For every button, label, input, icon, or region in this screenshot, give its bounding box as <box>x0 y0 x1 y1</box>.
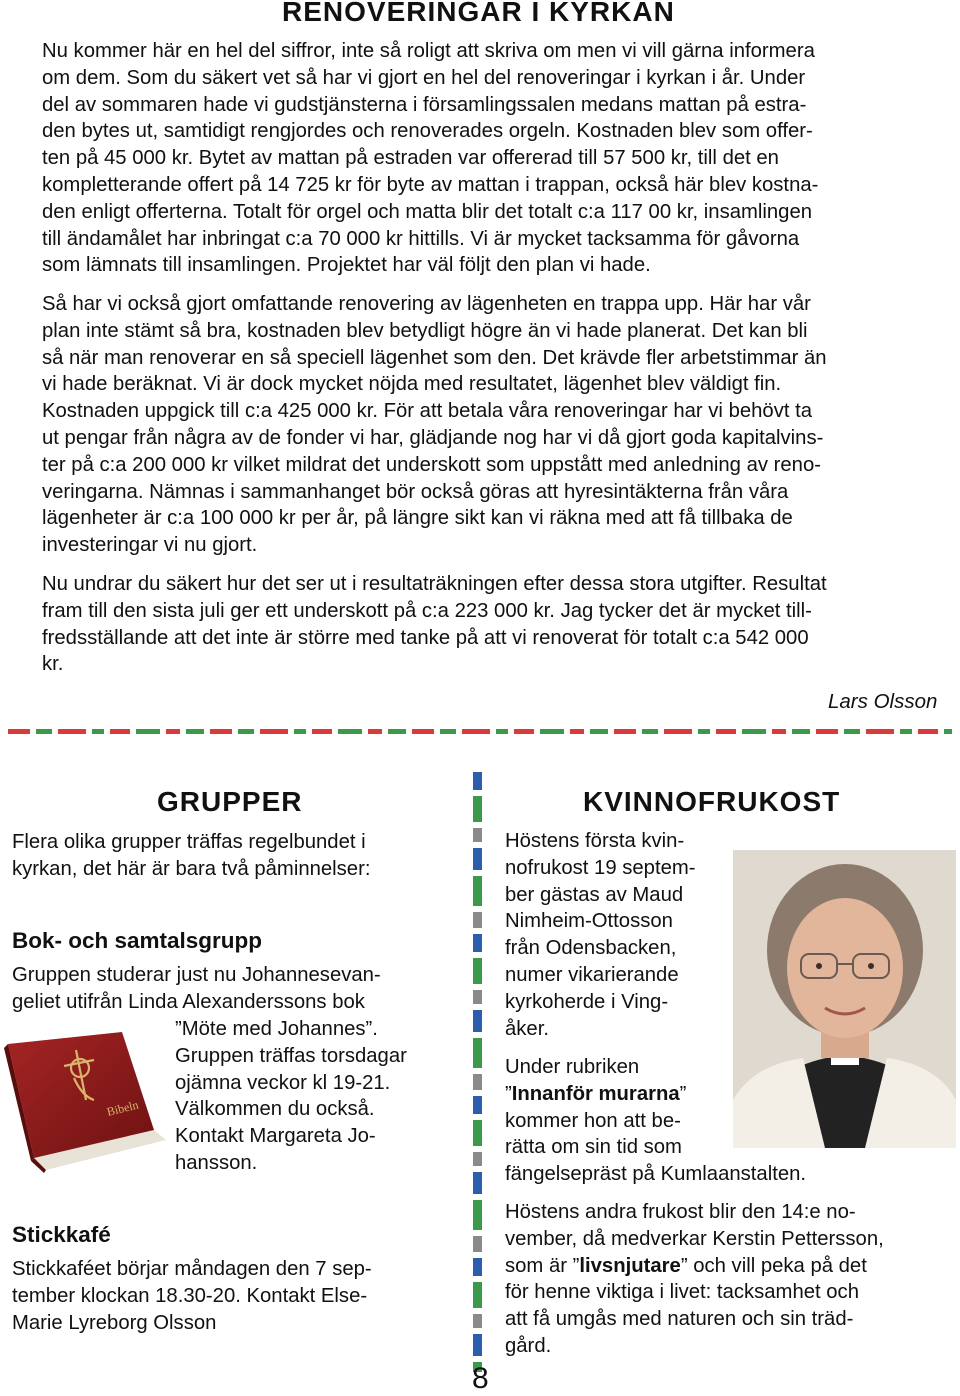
divider-dash <box>473 1096 482 1114</box>
section-divider <box>8 729 952 737</box>
kvinno-paragraph-3: Höstens andra frukost blir den 14:e no- vember, då medverkar Kerstin Pettersson, som är ”livsnjutare” och vill peka på det för henne viktiga i livet: tacksamhet och att få umgås med naturen och sin träd- gård. <box>505 1201 884 1357</box>
divider-dash <box>473 1172 482 1194</box>
divider-dash <box>294 729 306 734</box>
divider-dash <box>473 1200 482 1230</box>
divider-dash <box>473 912 482 928</box>
divider-dash <box>473 934 482 952</box>
divider-dash <box>473 1038 482 1068</box>
divider-dash <box>792 729 810 734</box>
divider-dash <box>844 729 860 734</box>
divider-dash <box>866 729 894 734</box>
divider-dash <box>388 729 406 734</box>
divider-dash <box>312 729 332 734</box>
divider-dash <box>900 729 912 734</box>
divider-dash <box>110 729 130 734</box>
divider-dash <box>473 1334 482 1356</box>
bok-text: Gruppen studerar just nu Johannesevan- geliet utifrån Linda Alexanderssons bok <box>12 964 381 1013</box>
divider-dash <box>473 828 482 842</box>
divider-dash <box>473 1074 482 1090</box>
divider-dash <box>496 729 508 734</box>
divider-dash <box>473 1236 482 1252</box>
divider-dash <box>136 729 160 734</box>
divider-dash <box>440 729 456 734</box>
divider-dash <box>260 729 288 734</box>
kvinnofrukost-title: KVINNOFRUKOST <box>583 786 841 817</box>
divider-dash <box>944 729 952 734</box>
kvinno-paragraph-2: Under rubriken ”Innanför murarna” kommer hon att be- rätta om sin tid som fängelsepräst på Kumlaanstalten. <box>505 1056 807 1186</box>
grupper-title: GRUPPER <box>157 786 303 817</box>
divider-dash <box>473 990 482 1004</box>
book-label: Bibeln <box>105 1097 140 1119</box>
author-signature: Lars Olsson <box>828 690 938 713</box>
divider-dash <box>816 729 838 734</box>
article-paragraph-1: Nu kommer här en hel del siffror, inte så roligt att skriva om men vi vill gärna informera om dem. Som du säkert vet så har vi gjort en hel del renoveringar i kyrkan i år. Under del av sommaren hade vi gudstjänsterna i församlingssalen medans mattan på estra- den bytes ut, samtidigt rengjordes och renoverades orgeln. Kostnaden blev som offer- ten på 45 000 kr. Bytet av mattan på estraden var offererad till 57 500 kr, till det en kompletterande offert på 14 725 kr för byte av mattan i trappan, också här blev kostna- den enligt offerterna. Totalt för orgel och matta blir det totalt c:a 117 00 kr, insamlingen till ändamålet har inbringat c:a 70 000 kr hittills. Vi är mycket tacksamma för gåvorna som lämnats till insamlingen. Projektet har väl följt den plan vi hade. <box>42 40 819 277</box>
divider-dash <box>338 729 362 734</box>
divider-dash <box>58 729 86 734</box>
divider-dash <box>664 729 692 734</box>
divider-dash <box>186 729 204 734</box>
divider-dash <box>698 729 710 734</box>
divider-dash <box>614 729 636 734</box>
divider-dash <box>473 1010 482 1032</box>
divider-dash <box>716 729 736 734</box>
divider-dash <box>238 729 254 734</box>
divider-dash <box>8 729 30 734</box>
divider-dash <box>412 729 434 734</box>
article-title: RENOVERINGAR I KYRKAN <box>282 0 675 27</box>
divider-dash <box>92 729 104 734</box>
page-number: 8 <box>472 1362 489 1395</box>
article-paragraph-2: Så har vi också gjort omfattande renovering av lägenheten en trappa upp. Här har vår plan inte stämt så bra, kostnaden blev betydligt högre än vi hade planerat. Det kan bli så när man renoverar en så speciell lägenhet som den. Det krävde fler arbetstimmar än vi hade beräknat. Vi är dock mycket nöjda med resultatet, lägenhet blev väldigt fin. Kostnaden uppgick till c:a 425 000 kr. För att betala våra renoveringar har vi behövt ta ut pengar från några av de fonder vi har, glädjande nog har vi då gjort goda kapitalvins- ter på c:a 200 000 kr vilket mildrat det underskott som uppstått med anledning av reno- veringarna. Nämnas i sammanhanget bör också göras att hyresintäkterna från våra lägenheter är c:a 100 000 kr per år, på längre sikt kan vi räkna med att få tillbaka de investeringar vi nu gjort. <box>42 293 827 557</box>
bok-text-indented: ”Möte med Johannes”. Gruppen träffas torsdagar ojämna veckor kl 19-21. Välkommen du också. Kontakt Margareta Jo- hansson. <box>175 1018 407 1174</box>
stick-heading: Stickkafé <box>12 1222 111 1247</box>
divider-dash <box>473 1314 482 1328</box>
divider-dash <box>473 958 482 984</box>
divider-dash <box>570 729 584 734</box>
bok-heading: Bok- och samtalsgrupp <box>12 928 263 953</box>
divider-dash <box>540 729 564 734</box>
divider-dash <box>473 1258 482 1276</box>
divider-dash <box>210 729 232 734</box>
divider-dash <box>166 729 180 734</box>
divider-dash <box>473 1120 482 1146</box>
stick-text: Stickkaféet börjar måndagen den 7 sep- tember klockan 18.30-20. Kontakt Else- Marie Lyreborg Olsson <box>12 1258 372 1334</box>
divider-dash <box>368 729 382 734</box>
divider-dash <box>514 729 534 734</box>
divider-dash <box>473 1152 482 1166</box>
divider-dash <box>462 729 490 734</box>
divider-dash <box>473 796 482 822</box>
divider-dash <box>642 729 658 734</box>
divider-dash <box>772 729 786 734</box>
divider-dash <box>473 876 482 906</box>
divider-dash <box>590 729 608 734</box>
divider-dash <box>473 772 482 790</box>
divider-dash <box>473 848 482 870</box>
article-paragraph-3: Nu undrar du säkert hur det ser ut i resultaträkningen efter dessa stora utgifter. Resultat fram till den sista juli ger ett underskott på c:a 223 000 kr. Jag tycker det är mycket till- fredsställande att det inte är större med tanke på att vi renoverat för totalt c:a 542 000 kr. <box>42 573 827 676</box>
grupper-intro: Flera olika grupper träffas regelbundet i kyrkan, det här är bara två påminnelser: <box>12 831 371 880</box>
divider-dash <box>473 1282 482 1308</box>
divider-dash <box>36 729 52 734</box>
divider-dash <box>918 729 938 734</box>
kvinno-paragraph-1: Höstens första kvin- nofrukost 19 septem- ber gästas av Maud Nimheim-Ottosson från Odensbacken, numer vikarierande kyrkoherde i Ving- åker. <box>505 830 696 1040</box>
bible-book-image <box>4 1030 172 1175</box>
divider-dash <box>742 729 766 734</box>
column-divider <box>473 772 484 1372</box>
